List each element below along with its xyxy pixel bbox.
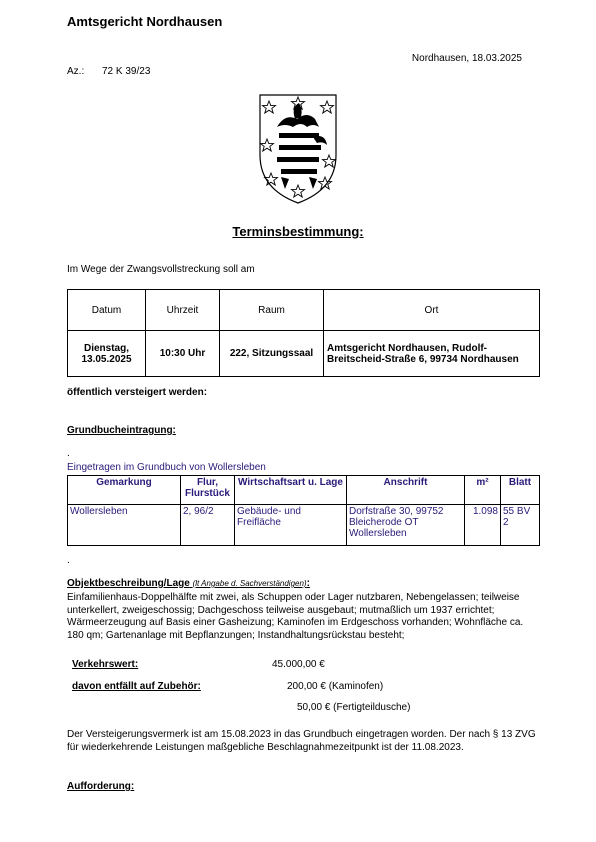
header-flur: Flur, Flurstück (181, 476, 235, 505)
header-uhrzeit: Uhrzeit (146, 290, 220, 331)
header-datum: Datum (68, 290, 146, 331)
heading-colon: : (306, 578, 310, 589)
request-heading: Aufforderung: (67, 781, 135, 792)
cell-wirtschaftsart: Gebäude- und Freifläche (235, 505, 347, 546)
land-register-heading: Grundbucheintragung: (67, 425, 176, 436)
court-name: Amtsgericht Nordhausen (67, 14, 223, 29)
market-value-label: Verkehrswert: (72, 659, 139, 670)
table-header-row (68, 476, 540, 505)
property-description-heading (67, 578, 310, 589)
file-number-value: 72 K 39/23 (102, 66, 151, 77)
header-wirtschaftsart: Wirtschaftsart u. Lage (235, 476, 347, 505)
header-raum: Raum (220, 290, 324, 331)
cell-gemarkung: Wollersleben (68, 505, 181, 546)
table-row (68, 331, 540, 377)
property-description-text: Einfamilienhaus-Doppelhälfte mit zwei, als Schuppen oder Lager nutzbaren, Nebengelassen; teilweise unterkellert, zweigeschossig; Dachgeschoss teilweise ausgebaut; mutmaßlich um 1937 errichtet; Wärmeerzeugung auf Basis einer Gasheizung; Kaminofen im Erdgeschoss vorhanden; Wohnfläche ca. 180 qm; Gartenanlage mit Bepflanzungen; Instandhaltungsrückstau besteht; (67, 592, 524, 641)
page-title: Terminsbestimmung: (232, 224, 364, 239)
cell-m2: 1.098 (465, 505, 501, 546)
header-anschrift: Anschrift (347, 476, 465, 505)
cell-ort: Amtsgericht Nordhausen, Rudolf-Breitscheid-Straße 6, 99734 Nordhausen (324, 331, 540, 377)
cell-blatt: 55 BV 2 (501, 505, 540, 546)
auction-statement: öffentlich versteigert werden: (67, 387, 208, 398)
property-description-note: (lt Angabe d. Sachverständigen) (192, 579, 307, 588)
coat-of-arms-icon (257, 93, 339, 205)
cell-datum: Dienstag, 13.05.2025 (68, 331, 146, 377)
header-ort: Ort (324, 290, 540, 331)
property-description-title: Objektbeschreibung/Lage (67, 578, 190, 589)
file-number-label: Az.: (67, 66, 85, 77)
place-date: Nordhausen, 18.03.2025 (411, 53, 522, 64)
land-register-table (67, 475, 540, 546)
table-header-row (68, 290, 540, 331)
intro-text: Im Wege der Zwangsvollstreckung soll am (67, 264, 255, 275)
accessories-label: davon entfällt auf Zubehör: (72, 681, 201, 692)
land-register-caption: Eingetragen im Grundbuch von Wollersleben (67, 462, 266, 473)
cell-anschrift: Dorfstraße 30, 99752 Bleicherode OT Wollersleben (347, 505, 465, 546)
header-gemarkung: Gemarkung (68, 476, 181, 505)
table-row (68, 505, 540, 546)
header-blatt: Blatt (501, 476, 540, 505)
cell-flur: 2, 96/2 (181, 505, 235, 546)
cell-raum: 222, Sitzungssaal (220, 331, 324, 377)
cell-uhrzeit: 10:30 Uhr (146, 331, 220, 377)
separator-dot: . (67, 448, 70, 459)
header-m2: m² (465, 476, 501, 505)
auction-note-text: Der Versteigerungsvermerk ist am 15.08.2023 in das Grundbuch eingetragen worden. Der nach § 13 ZVG für wiederkehrende Leistungen maßgebliche Beschlagnahmezeitpunkt ist der 11.08.2023. (67, 729, 536, 753)
appointment-table (67, 289, 540, 377)
accessory-value-stove: 200,00 € (Kaminofen) (287, 681, 384, 692)
market-value: 45.000,00 € (272, 659, 325, 670)
accessory-value-shower: 50,00 € (Fertigteildusche) (297, 702, 411, 713)
separator-dot: . (67, 555, 70, 566)
